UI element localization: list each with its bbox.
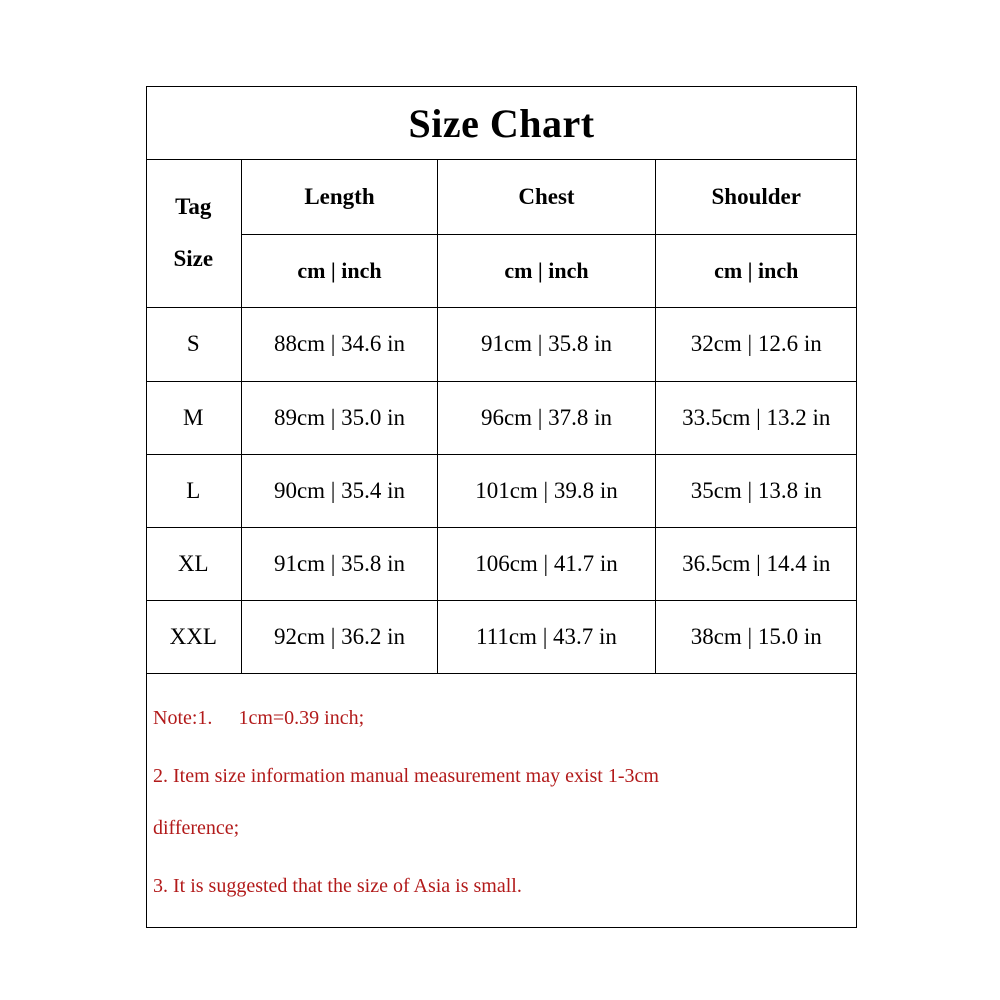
tag-size-cell: XXL bbox=[146, 600, 242, 673]
table-row bbox=[146, 307, 857, 381]
tag-size-cell: M bbox=[146, 381, 242, 454]
column-header-shoulder: Shoulder bbox=[656, 160, 857, 234]
size-table bbox=[146, 160, 857, 674]
shoulder-cell: 32cm | 12.6 in bbox=[656, 307, 857, 381]
unit-label-chest: cm | inch bbox=[438, 234, 656, 307]
column-header-length: Length bbox=[242, 160, 438, 234]
units-row bbox=[146, 234, 857, 307]
chest-cell: 111cm | 43.7 in bbox=[438, 600, 656, 673]
length-cell: 90cm | 35.4 in bbox=[242, 454, 438, 527]
unit-label-shoulder: cm | inch bbox=[656, 234, 857, 307]
table-row bbox=[146, 381, 857, 454]
note-2-line-1: 2. Item size information manual measurement may exist 1-3cm bbox=[153, 765, 659, 787]
length-cell: 91cm | 35.8 in bbox=[242, 527, 438, 600]
column-header-chest: Chest bbox=[438, 160, 656, 234]
length-cell: 92cm | 36.2 in bbox=[242, 600, 438, 673]
note-1-text: 1cm=0.39 inch; bbox=[238, 707, 365, 729]
tag-size-cell: S bbox=[146, 307, 242, 381]
table-row bbox=[146, 527, 857, 600]
chest-cell: 106cm | 41.7 in bbox=[438, 527, 656, 600]
table-row bbox=[146, 600, 857, 673]
note-3: 3. It is suggested that the size of Asia is small. bbox=[153, 875, 522, 897]
tag-size-label-line2: Size bbox=[173, 246, 214, 272]
shoulder-cell: 38cm | 15.0 in bbox=[656, 600, 857, 673]
title-row bbox=[147, 87, 856, 160]
note-1 bbox=[153, 707, 364, 730]
note-1-prefix: Note:1. bbox=[153, 707, 213, 729]
shoulder-cell: 33.5cm | 13.2 in bbox=[656, 381, 857, 454]
table-row bbox=[146, 454, 857, 527]
tag-size-cell: XL bbox=[146, 527, 242, 600]
shoulder-cell: 35cm | 13.8 in bbox=[656, 454, 857, 527]
length-cell: 89cm | 35.0 in bbox=[242, 381, 438, 454]
chest-cell: 91cm | 35.8 in bbox=[438, 307, 656, 381]
note-2-line-2: difference; bbox=[153, 817, 240, 839]
chart-title: Size Chart bbox=[408, 100, 595, 146]
tag-size-header bbox=[146, 160, 242, 307]
unit-label-length: cm | inch bbox=[242, 234, 438, 307]
tag-size-cell: L bbox=[146, 454, 242, 527]
chest-cell: 101cm | 39.8 in bbox=[438, 454, 656, 527]
size-chart bbox=[146, 86, 857, 928]
chest-cell: 96cm | 37.8 in bbox=[438, 381, 656, 454]
tag-size-label-line1: Tag bbox=[175, 194, 212, 220]
length-cell: 88cm | 34.6 in bbox=[242, 307, 438, 381]
header-row bbox=[146, 160, 857, 234]
shoulder-cell: 36.5cm | 14.4 in bbox=[656, 527, 857, 600]
